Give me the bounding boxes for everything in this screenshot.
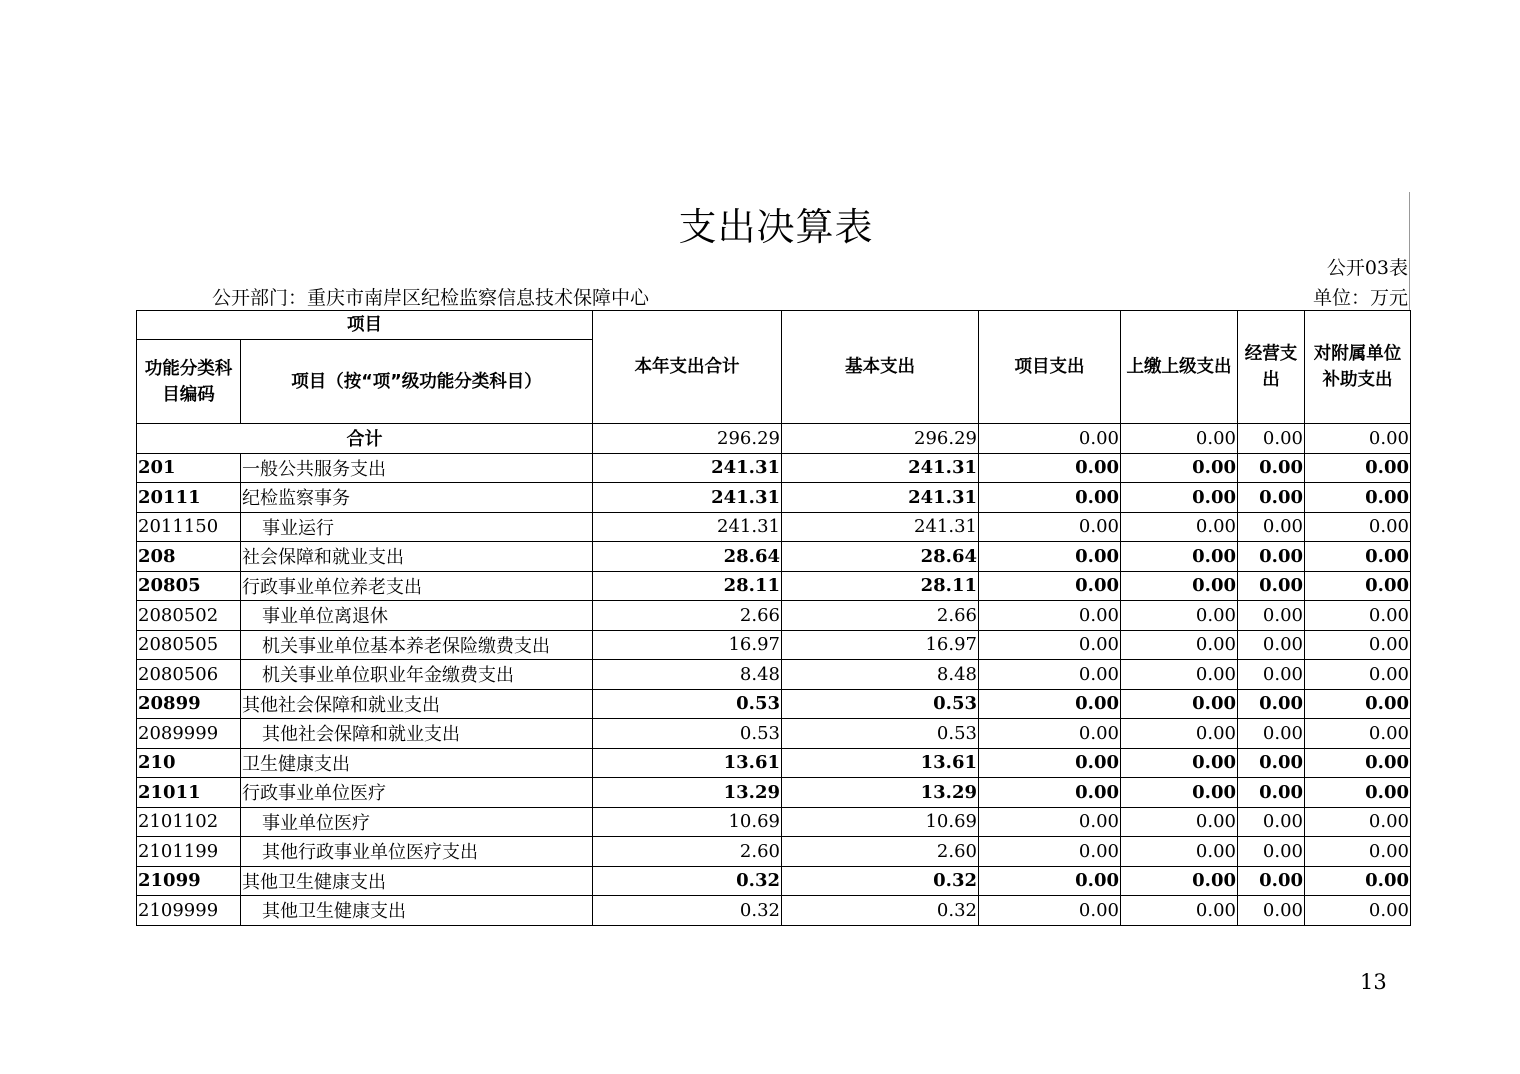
- total-value: 0.00: [1121, 424, 1238, 454]
- row-value: 0.00: [979, 837, 1121, 867]
- table-body: [137, 424, 1411, 926]
- table-row: [137, 837, 1411, 867]
- row-value: 28.64: [782, 542, 979, 572]
- table-row: [137, 689, 1411, 719]
- header-basic: 基本支出: [782, 311, 979, 424]
- row-value: 0.00: [1121, 483, 1238, 513]
- row-value: 0.00: [979, 896, 1121, 926]
- row-value: 13.29: [593, 778, 782, 808]
- row-value: 0.00: [1238, 571, 1305, 601]
- header-project: 项目支出: [979, 311, 1121, 424]
- row-value: 0.00: [1305, 571, 1411, 601]
- table-row: [137, 483, 1411, 513]
- table-row: [137, 630, 1411, 660]
- table-row: [137, 719, 1411, 749]
- row-value: 2.60: [782, 837, 979, 867]
- row-value: 0.00: [1121, 689, 1238, 719]
- row-code: 208: [137, 542, 241, 572]
- row-value: 241.31: [593, 512, 782, 542]
- row-value: 0.00: [979, 601, 1121, 631]
- row-value: 0.00: [1305, 837, 1411, 867]
- row-value: 0.00: [979, 512, 1121, 542]
- total-label: 合计: [137, 424, 593, 454]
- row-value: 0.00: [1238, 601, 1305, 631]
- row-value: 0.00: [1121, 778, 1238, 808]
- unit-label: 单位：万元: [1312, 287, 1408, 309]
- row-value: 0.00: [1305, 453, 1411, 483]
- row-name: 事业单位医疗: [241, 807, 593, 837]
- header-total: 本年支出合计: [593, 311, 782, 424]
- row-code: 2089999: [137, 719, 241, 749]
- header-business: 经营支出: [1238, 311, 1305, 424]
- row-value: 241.31: [593, 453, 782, 483]
- row-value: 0.53: [593, 689, 782, 719]
- row-value: 0.00: [1121, 837, 1238, 867]
- row-name: 行政事业单位养老支出: [241, 571, 593, 601]
- total-row: [137, 424, 1411, 454]
- row-value: 0.00: [1238, 483, 1305, 513]
- row-name: 卫生健康支出: [241, 748, 593, 778]
- row-name: 社会保障和就业支出: [241, 542, 593, 572]
- row-value: 0.00: [979, 571, 1121, 601]
- row-value: 0.00: [1238, 689, 1305, 719]
- row-code: 21011: [137, 778, 241, 808]
- row-value: 0.00: [1305, 512, 1411, 542]
- row-value: 0.00: [1121, 896, 1238, 926]
- table-row: [137, 866, 1411, 896]
- row-code: 2109999: [137, 896, 241, 926]
- row-value: 28.11: [782, 571, 979, 601]
- row-code: 20111: [137, 483, 241, 513]
- row-name: 其他行政事业单位医疗支出: [241, 837, 593, 867]
- row-value: 0.00: [1238, 512, 1305, 542]
- row-value: 0.00: [1238, 778, 1305, 808]
- row-value: 0.00: [1121, 866, 1238, 896]
- right-border-line: [1409, 192, 1410, 310]
- row-value: 0.32: [593, 896, 782, 926]
- total-value: 296.29: [593, 424, 782, 454]
- row-value: 0.32: [593, 866, 782, 896]
- row-value: 0.00: [1238, 660, 1305, 690]
- header-code: 功能分类科目编码: [137, 340, 241, 424]
- row-value: 13.29: [782, 778, 979, 808]
- row-value: 0.00: [979, 660, 1121, 690]
- row-name: 事业运行: [241, 512, 593, 542]
- row-name: 行政事业单位医疗: [241, 778, 593, 808]
- row-value: 0.00: [1305, 630, 1411, 660]
- row-value: 0.00: [1305, 483, 1411, 513]
- row-code: 2101199: [137, 837, 241, 867]
- total-value: 0.00: [979, 424, 1121, 454]
- row-code: 20805: [137, 571, 241, 601]
- row-value: 0.00: [979, 630, 1121, 660]
- row-value: 10.69: [782, 807, 979, 837]
- header-name: 项目（按“项”级功能分类科目）: [241, 340, 593, 424]
- row-value: 0.00: [1121, 542, 1238, 572]
- row-value: 0.53: [593, 719, 782, 749]
- row-value: 0.00: [1305, 719, 1411, 749]
- row-value: 28.64: [593, 542, 782, 572]
- row-value: 2.66: [782, 601, 979, 631]
- row-name: 其他社会保障和就业支出: [241, 719, 593, 749]
- header-item: 项目: [137, 311, 593, 340]
- row-code: 21099: [137, 866, 241, 896]
- row-value: 0.00: [1238, 453, 1305, 483]
- table-row: [137, 748, 1411, 778]
- row-value: 0.00: [1238, 719, 1305, 749]
- row-name: 事业单位离退休: [241, 601, 593, 631]
- row-value: 0.00: [1305, 601, 1411, 631]
- row-value: 0.00: [979, 483, 1121, 513]
- row-value: 0.00: [1121, 512, 1238, 542]
- row-value: 13.61: [782, 748, 979, 778]
- row-name: 机关事业单位基本养老保险缴费支出: [241, 630, 593, 660]
- row-value: 0.00: [979, 542, 1121, 572]
- row-value: 0.53: [782, 719, 979, 749]
- table-row: [137, 571, 1411, 601]
- row-value: 0.00: [1121, 807, 1238, 837]
- row-value: 0.00: [1305, 778, 1411, 808]
- row-value: 0.00: [1121, 601, 1238, 631]
- row-value: 0.00: [979, 778, 1121, 808]
- row-value: 0.00: [1238, 542, 1305, 572]
- row-value: 0.00: [1121, 571, 1238, 601]
- table-row: [137, 512, 1411, 542]
- table-row: [137, 601, 1411, 631]
- page-number: 13: [1360, 970, 1387, 994]
- header-upper: 上缴上级支出: [1121, 311, 1238, 424]
- row-value: 241.31: [782, 512, 979, 542]
- table-row: [137, 453, 1411, 483]
- row-value: 0.00: [1305, 807, 1411, 837]
- row-value: 0.00: [1121, 660, 1238, 690]
- row-code: 2011150: [137, 512, 241, 542]
- table-row: [137, 807, 1411, 837]
- row-value: 0.32: [782, 896, 979, 926]
- row-value: 0.32: [782, 866, 979, 896]
- row-value: 16.97: [782, 630, 979, 660]
- row-name: 其他卫生健康支出: [241, 896, 593, 926]
- row-value: 16.97: [593, 630, 782, 660]
- row-value: 2.60: [593, 837, 782, 867]
- total-value: 0.00: [1238, 424, 1305, 454]
- page-title: 支出决算表: [678, 205, 874, 249]
- total-value: 0.00: [1305, 424, 1411, 454]
- row-value: 0.00: [1238, 896, 1305, 926]
- row-value: 0.00: [1305, 689, 1411, 719]
- row-value: 0.00: [979, 719, 1121, 749]
- row-value: 28.11: [593, 571, 782, 601]
- row-value: 8.48: [593, 660, 782, 690]
- row-value: 0.00: [979, 689, 1121, 719]
- row-value: 0.00: [979, 866, 1121, 896]
- row-value: 0.00: [1238, 866, 1305, 896]
- row-value: 0.00: [1121, 630, 1238, 660]
- row-value: 0.00: [1238, 837, 1305, 867]
- row-value: 241.31: [782, 483, 979, 513]
- total-value: 296.29: [782, 424, 979, 454]
- row-value: 241.31: [593, 483, 782, 513]
- row-value: 10.69: [593, 807, 782, 837]
- row-value: 0.00: [979, 807, 1121, 837]
- row-value: 2.66: [593, 601, 782, 631]
- row-code: 2080502: [137, 601, 241, 631]
- row-code: 20899: [137, 689, 241, 719]
- row-name: 纪检监察事务: [241, 483, 593, 513]
- row-value: 0.00: [979, 748, 1121, 778]
- row-code: 2080505: [137, 630, 241, 660]
- expenditure-table: [136, 310, 1411, 926]
- row-value: 8.48: [782, 660, 979, 690]
- form-number: 公开03表: [1326, 257, 1408, 279]
- row-name: 其他卫生健康支出: [241, 866, 593, 896]
- row-value: 0.00: [1305, 896, 1411, 926]
- table-row: [137, 660, 1411, 690]
- row-value: 0.00: [1305, 542, 1411, 572]
- row-value: 0.00: [1305, 866, 1411, 896]
- row-value: 0.00: [1305, 748, 1411, 778]
- row-name: 一般公共服务支出: [241, 453, 593, 483]
- row-code: 201: [137, 453, 241, 483]
- row-value: 241.31: [782, 453, 979, 483]
- row-value: 0.53: [782, 689, 979, 719]
- row-code: 2101102: [137, 807, 241, 837]
- row-value: 0.00: [979, 453, 1121, 483]
- header-subsidy: 对附属单位补助支出: [1305, 311, 1411, 424]
- row-value: 0.00: [1121, 748, 1238, 778]
- row-value: 0.00: [1121, 719, 1238, 749]
- row-value: 0.00: [1121, 453, 1238, 483]
- row-value: 13.61: [593, 748, 782, 778]
- row-name: 其他社会保障和就业支出: [241, 689, 593, 719]
- row-value: 0.00: [1238, 630, 1305, 660]
- row-value: 0.00: [1305, 660, 1411, 690]
- table-row: [137, 542, 1411, 572]
- table-row: [137, 778, 1411, 808]
- row-code: 210: [137, 748, 241, 778]
- row-code: 2080506: [137, 660, 241, 690]
- table-row: [137, 896, 1411, 926]
- row-name: 机关事业单位职业年金缴费支出: [241, 660, 593, 690]
- row-value: 0.00: [1238, 807, 1305, 837]
- department-label: 公开部门：重庆市南岸区纪检监察信息技术保障中心: [212, 287, 650, 309]
- row-value: 0.00: [1238, 748, 1305, 778]
